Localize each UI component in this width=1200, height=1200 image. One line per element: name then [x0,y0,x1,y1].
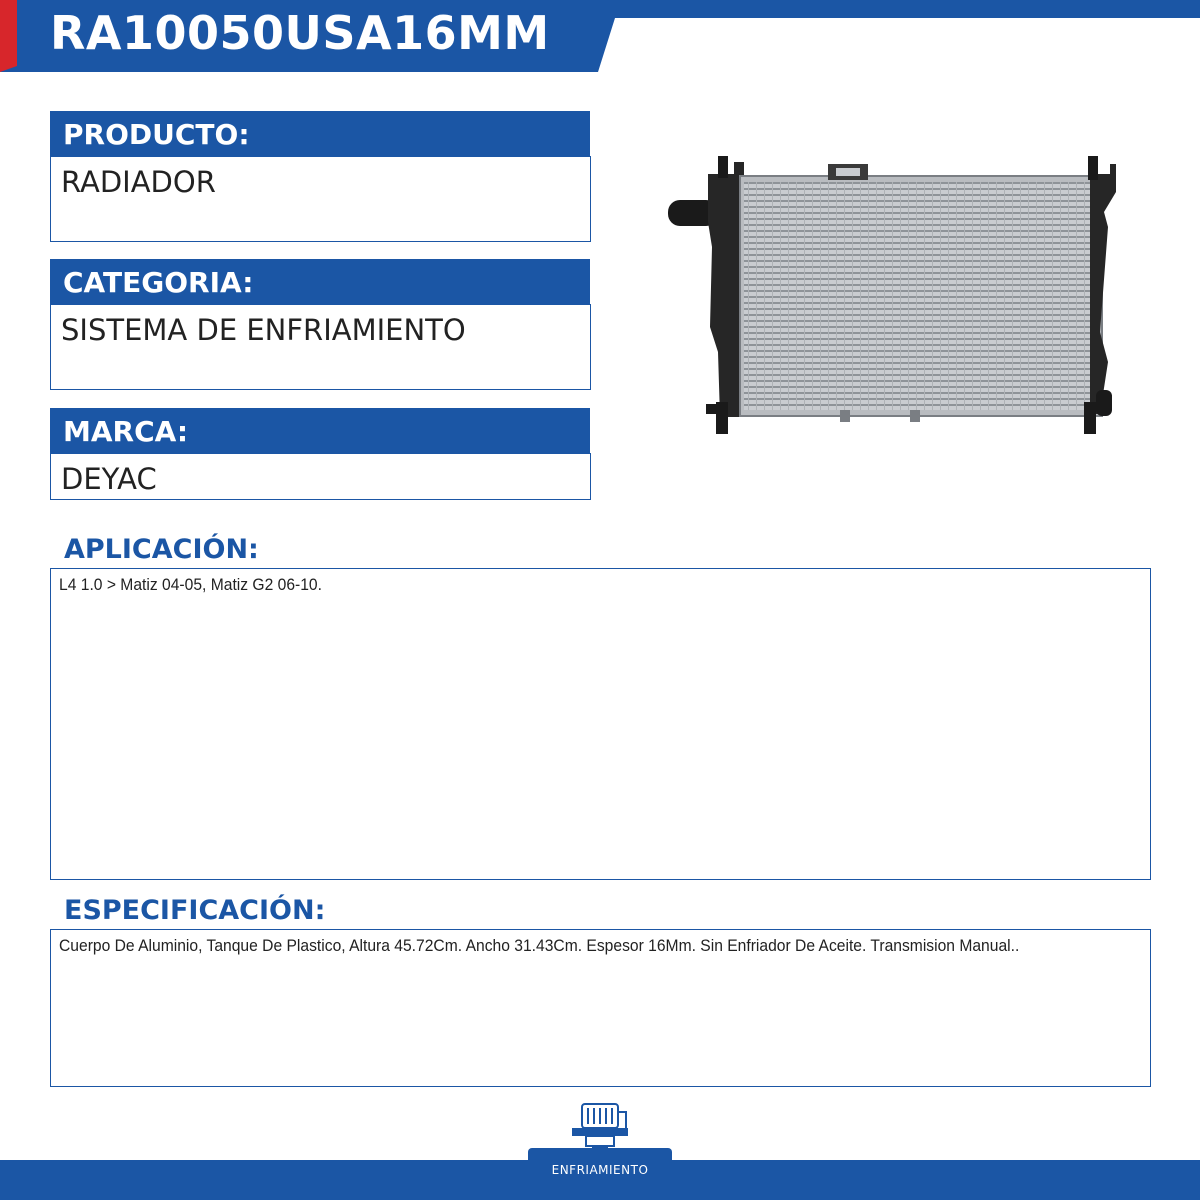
especificacion-box [50,929,1151,1087]
producto-value: RADIADOR [50,156,591,242]
especificacion-title: ESPECIFICACIÓN: [64,895,326,926]
radiator-product-image [660,152,1120,437]
producto-label: PRODUCTO: [50,111,590,156]
especificacion-text: Cuerpo De Aluminio, Tanque De Plastico, Altura 45.72Cm. Ancho 31.43Cm. Espesor 16Mm. Sin Enfriador De Aceite. Transmision Manual.. [59,936,1020,955]
aplicacion-title: APLICACIÓN: [64,534,259,565]
aplicacion-box [50,568,1151,880]
categoria-value: SISTEMA DE ENFRIAMIENTO [50,304,591,390]
part-number-title: RA10050USA16MM [50,6,550,60]
marca-value: DEYAC [50,453,591,500]
categoria-label: CATEGORIA: [50,259,590,304]
footer-category-label: ENFRIAMIENTO [551,1163,649,1177]
radiator-icon [568,1102,632,1154]
marca-label: MARCA: [50,408,590,453]
aplicacion-text: L4 1.0 > Matiz 04-05, Matiz G2 06-10. [59,575,322,594]
